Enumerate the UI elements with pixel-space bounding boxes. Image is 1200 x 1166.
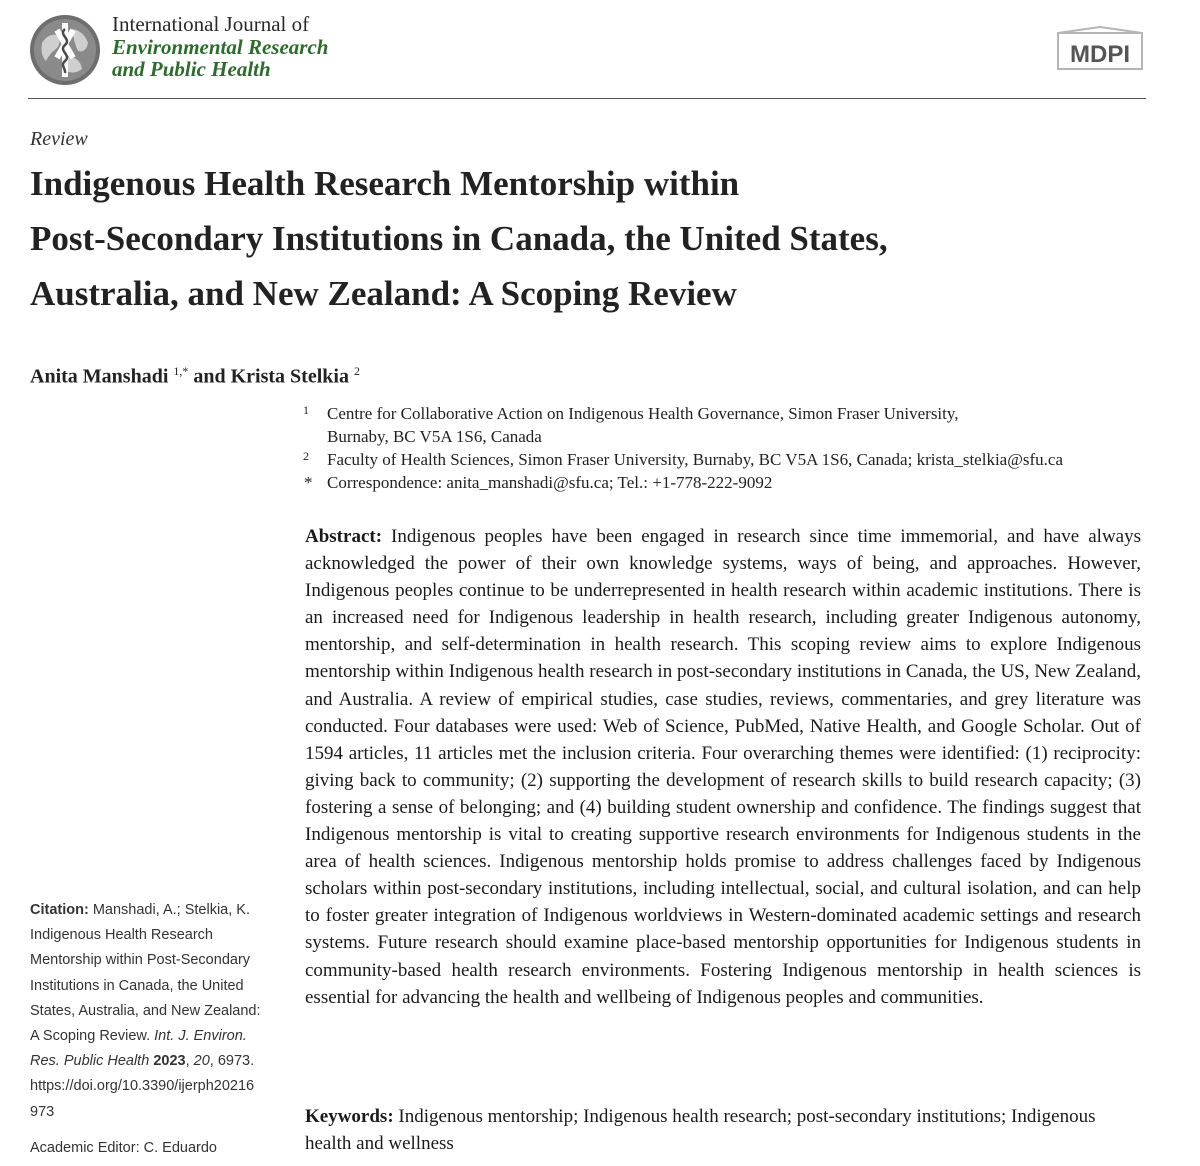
mdpi-logo [1052,25,1148,77]
correspondence-line: Correspondence: anita_manshadi@sfu.ca; Tel.: +1-778-222-9092 [327,473,773,492]
keywords-label: Keywords: [305,1106,394,1127]
citation-authors: Manshadi, A.; Stelkia, K. [92,902,250,918]
author-separator: and [188,365,231,388]
author-affiliation-marker: 1,* [173,364,189,378]
citation-journal: Int. J. Environ. Res. Public Health [30,1028,247,1070]
journal-name-line-2: and Public Health [112,57,271,81]
publisher-name: MDPI [1070,41,1130,68]
author-name: Anita Manshadi [30,365,169,388]
title-line: Australia, and New Zealand: A Scoping Review [30,274,737,313]
journal-name [112,36,328,80]
affiliation-marker: 1 [303,403,309,417]
affiliation-item [303,448,1153,471]
academic-editor: Academic Editor: C. Eduardo [30,1140,217,1156]
abstract [305,523,1141,1011]
citation-volume: 20 [193,1053,210,1070]
author-list [30,364,360,389]
keywords-text: Indigenous mentorship; Indigenous health research; post-secondary institutions; Indigenous health and wellness [305,1106,1096,1154]
citation-label: Citation: [30,902,89,918]
journal-title-top: International Journal of [112,12,310,36]
citation-year: 2023 [153,1053,186,1070]
citation-article-number: 6973. [217,1053,255,1070]
header-divider [28,98,1146,99]
keywords [305,1103,1141,1157]
title-line: Indigenous Health Research Mentorship within [30,164,740,203]
journal-logo-icon [28,13,102,87]
affiliation-item [303,471,1153,494]
affiliation-item [303,402,1153,448]
affiliations [303,402,1153,494]
author-affiliation-marker: 2 [353,364,360,378]
citation-box: Citation: Manshadi, A.; Stelkia, K. Indigenous Health Research Mentorship within Post-Secondary Institutions in Canada, the United States, Australia, and New Zealand: A Scoping Review. Int. J. Environ. Res. Public Health 2023, 20, 6973. https://doi.org/10.3390/ijerph20216973 [30,902,261,1120]
abstract-text: Indigenous peoples have been engaged in research since time immemorial, and have always acknowledged the power of their own knowledge systems, ways of being, and approaches. However, Indigenous peoples continue to be underrepresented in health research within academic institutions. There is an increased need for Indigenous leadership in health research, including greater Indigenous autonomy, mentorship, and self-determination in health research. This scoping review aims to explore Indigenous mentorship within Indigenous health research in post-secondary institutions in Canada, the US, New Zealand, and Australia. A review of empirical studies, case studies, reviews, commentaries, and grey literature was conducted. Four databases were used: Web of Science, PubMed, Native Health, and Google Scholar. Out of 1594 articles, 11 articles met the inclusion criteria. Four overarching themes were identified: (1) reciprocity: giving back to community; (2) supporting the development of research skills to build research capacity; (3) fostering a sense of belonging; and (4) building student ownership and confidence. The findings suggest that Indigenous mentorship is vital to creating supportive research environments for Indigenous students in the area of health sciences. Indigenous mentorship holds promise to address challenges faced by Indigenous scholars within post-secondary institutions, including intellectual, social, and cultural isolation, and can help to foster greater integration of Indigenous worldviews in Western-dominated academic settings and research systems. Future research should examine place-based mentorship opportunities for Indigenous students in community-based health research environments. Fostering Indigenous mentorship in health sciences is essential for advancing the health and wellbeing of Indigenous peoples and communities. [305,526,1141,1008]
correspondence-marker: * [304,473,313,492]
journal-name-line-1: Environmental Research [112,35,329,59]
affiliation-line: Faculty of Health Sciences, Simon Fraser University, Burnaby, BC V5A 1S6, Canada; krista_stelkia@sfu.ca [327,450,1063,469]
citation-doi-link[interactable]: https://doi.org/10.3390/ijerph20216973 [30,1078,255,1120]
title-line: Post-Secondary Institutions in Canada, the United States, [30,219,888,258]
article-title [30,156,1130,321]
affiliation-line: Centre for Collaborative Action on Indigenous Health Governance, Simon Fraser University, [327,404,959,423]
citation-title: Indigenous Health Research Mentorship within Post-Secondary Institutions in Canada, the United States, Australia, and New Zealand: A Scoping Review. [30,927,261,1045]
affiliation-marker: 2 [303,449,309,463]
author-name: Krista Stelkia [230,365,349,388]
article-type: Review [30,128,88,150]
affiliation-line: Burnaby, BC V5A 1S6, Canada [327,427,542,446]
abstract-label: Abstract: [305,526,383,547]
